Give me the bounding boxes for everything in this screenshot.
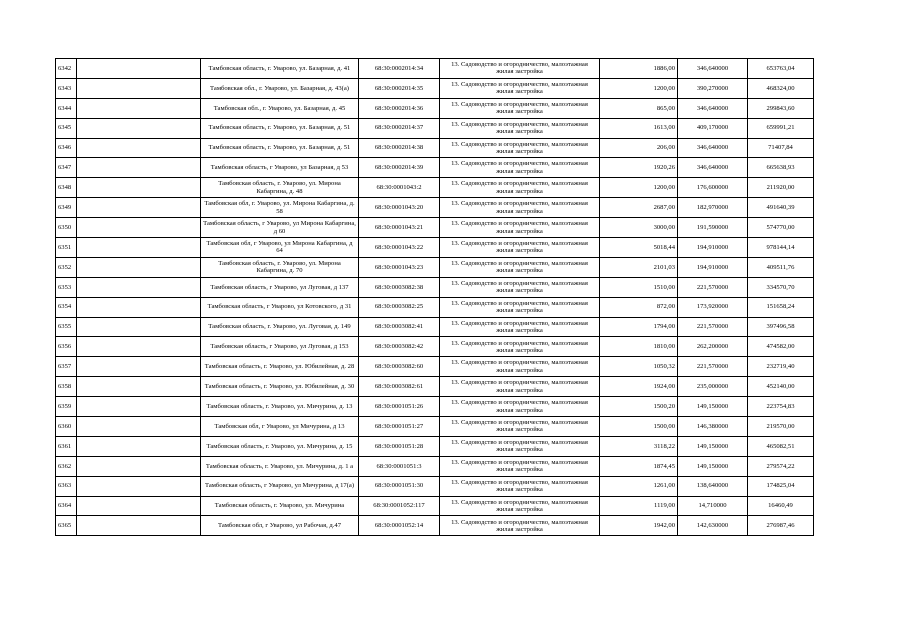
cadastral-number-cell: 68:30:0001051:30	[359, 476, 440, 496]
area-cell: 1200,00	[600, 178, 678, 198]
spacer-cell	[77, 59, 201, 79]
spacer-cell	[77, 317, 201, 337]
spacer-cell	[77, 297, 201, 317]
table-row	[56, 436, 814, 456]
cadastral-value-cell: 465082,51	[748, 436, 814, 456]
specific-value-cell: 176,600000	[678, 178, 748, 198]
cadastral-number-cell: 68:30:0001043:23	[359, 257, 440, 277]
area-cell: 1200,00	[600, 78, 678, 98]
area-cell: 1510,00	[600, 277, 678, 297]
row-number: 6357	[56, 357, 77, 377]
cadastral-number-cell: 68:30:0003082:42	[359, 337, 440, 357]
row-number: 6352	[56, 257, 77, 277]
table-row	[56, 277, 814, 297]
cadastral-number-cell: 68:30:0001051:26	[359, 397, 440, 417]
row-number: 6344	[56, 98, 77, 118]
land-use-cell: 13. Садоводство и огородничество, малоэтажная жилая застройка	[440, 397, 600, 417]
cadastral-number-cell: 68:30:0002014:38	[359, 138, 440, 158]
cadastral-value-cell: 491640,39	[748, 198, 814, 218]
row-number: 6346	[56, 138, 77, 158]
table-row	[56, 377, 814, 397]
table-row	[56, 317, 814, 337]
land-use-cell: 13. Садоводство и огородничество, малоэтажная жилая застройка	[440, 98, 600, 118]
row-number: 6363	[56, 476, 77, 496]
land-use-cell: 13. Садоводство и огородничество, малоэтажная жилая застройка	[440, 317, 600, 337]
area-cell: 872,00	[600, 297, 678, 317]
table-row	[56, 138, 814, 158]
specific-value-cell: 262,200000	[678, 337, 748, 357]
area-cell: 1886,00	[600, 59, 678, 79]
land-use-cell: 13. Садоводство и огородничество, малоэтажная жилая застройка	[440, 436, 600, 456]
address-cell: Тамбовская обл, г. Уварово, ул. Мирона Кабаргина, д. 58	[201, 198, 359, 218]
land-use-cell: 13. Садоводство и огородничество, малоэтажная жилая застройка	[440, 198, 600, 218]
area-cell: 206,00	[600, 138, 678, 158]
specific-value-cell: 346,640000	[678, 138, 748, 158]
cadastral-value-table	[55, 58, 814, 536]
row-number: 6359	[56, 397, 77, 417]
spacer-cell	[77, 516, 201, 536]
cadastral-value-cell: 232719,40	[748, 357, 814, 377]
row-number: 6356	[56, 337, 77, 357]
table-row	[56, 357, 814, 377]
address-cell: Тамбовская область, г Уварово, ул Котовского, д 31	[201, 297, 359, 317]
spacer-cell	[77, 138, 201, 158]
table-row	[56, 297, 814, 317]
cadastral-number-cell: 68:30:0003082:61	[359, 377, 440, 397]
area-cell: 1810,00	[600, 337, 678, 357]
area-cell: 1119,00	[600, 496, 678, 516]
specific-value-cell: 346,640000	[678, 158, 748, 178]
area-cell: 2101,03	[600, 257, 678, 277]
area-cell: 1500,20	[600, 397, 678, 417]
cadastral-number-cell: 68:30:0001043:2	[359, 178, 440, 198]
table-row	[56, 397, 814, 417]
specific-value-cell: 194,910000	[678, 238, 748, 258]
cadastral-value-cell: 574770,00	[748, 218, 814, 238]
spacer-cell	[77, 238, 201, 258]
specific-value-cell: 182,970000	[678, 198, 748, 218]
specific-value-cell: 346,640000	[678, 98, 748, 118]
table-row	[56, 456, 814, 476]
cadastral-value-cell: 16460,49	[748, 496, 814, 516]
area-cell: 1500,00	[600, 417, 678, 437]
row-number: 6350	[56, 218, 77, 238]
specific-value-cell: 390,270000	[678, 78, 748, 98]
specific-value-cell: 409,170000	[678, 118, 748, 138]
cadastral-number-cell: 68:30:0001052:117	[359, 496, 440, 516]
row-number: 6365	[56, 516, 77, 536]
address-cell: Тамбовская область, г. Уварово, ул. Мирона Кабаргина, д. 48	[201, 178, 359, 198]
cadastral-value-cell: 223754,83	[748, 397, 814, 417]
specific-value-cell: 221,570000	[678, 277, 748, 297]
area-cell: 2687,00	[600, 198, 678, 218]
table-row	[56, 78, 814, 98]
cadastral-number-cell: 68:30:0003082:25	[359, 297, 440, 317]
cadastral-value-cell: 71407,84	[748, 138, 814, 158]
table-row	[56, 417, 814, 437]
table-row	[56, 257, 814, 277]
address-cell: Тамбовская обл, г Уварово, ул Рабочая, д.47	[201, 516, 359, 536]
area-cell: 865,00	[600, 98, 678, 118]
specific-value-cell: 14,710000	[678, 496, 748, 516]
specific-value-cell: 149,150000	[678, 436, 748, 456]
cadastral-number-cell: 68:30:0002014:36	[359, 98, 440, 118]
area-cell: 1924,00	[600, 377, 678, 397]
cadastral-value-cell: 659991,21	[748, 118, 814, 138]
address-cell: Тамбовская область, г. Уварово, ул. Мичурина, д. 15	[201, 436, 359, 456]
cadastral-number-cell: 68:30:0003082:38	[359, 277, 440, 297]
row-number: 6345	[56, 118, 77, 138]
row-number: 6342	[56, 59, 77, 79]
cadastral-number-cell: 68:30:0002014:35	[359, 78, 440, 98]
cadastral-value-cell: 409511,76	[748, 257, 814, 277]
land-use-cell: 13. Садоводство и огородничество, малоэтажная жилая застройка	[440, 337, 600, 357]
spacer-cell	[77, 397, 201, 417]
address-cell: Тамбовская область, г. Уварово, ул. Юбилейная, д. 30	[201, 377, 359, 397]
address-cell: Тамбовская область, г. Уварово, ул. Базарная, д. 51	[201, 138, 359, 158]
land-use-cell: 13. Садоводство и огородничество, малоэтажная жилая застройка	[440, 218, 600, 238]
spacer-cell	[77, 257, 201, 277]
table-row	[56, 337, 814, 357]
row-number: 6349	[56, 198, 77, 218]
table-row	[56, 59, 814, 79]
specific-value-cell: 235,000000	[678, 377, 748, 397]
spacer-cell	[77, 118, 201, 138]
address-cell: Тамбовская область, г Уварово, ул Мирона Кабаргина, д 60	[201, 218, 359, 238]
address-cell: Тамбовская область, г Уварово, ул Базарная, д 53	[201, 158, 359, 178]
cadastral-number-cell: 68:30:0001051:28	[359, 436, 440, 456]
table-row	[56, 218, 814, 238]
cadastral-value-cell: 452140,00	[748, 377, 814, 397]
land-use-cell: 13. Садоводство и огородничество, малоэтажная жилая застройка	[440, 277, 600, 297]
cadastral-value-cell: 151658,24	[748, 297, 814, 317]
specific-value-cell: 173,920000	[678, 297, 748, 317]
area-cell: 1874,45	[600, 456, 678, 476]
cadastral-number-cell: 68:30:0001051:27	[359, 417, 440, 437]
area-cell: 1942,00	[600, 516, 678, 536]
spacer-cell	[77, 78, 201, 98]
address-cell: Тамбовская область, г. Уварово, ул. Базарная, д. 51	[201, 118, 359, 138]
spacer-cell	[77, 98, 201, 118]
specific-value-cell: 194,910000	[678, 257, 748, 277]
spacer-cell	[77, 337, 201, 357]
cadastral-value-cell: 174825,04	[748, 476, 814, 496]
specific-value-cell: 191,590000	[678, 218, 748, 238]
table-row	[56, 496, 814, 516]
land-use-cell: 13. Садоводство и огородничество, малоэтажная жилая застройка	[440, 138, 600, 158]
spacer-cell	[77, 436, 201, 456]
address-cell: Тамбовская обл, г Уварово, ул Мирона Кабаргина, д 64	[201, 238, 359, 258]
row-number: 6354	[56, 297, 77, 317]
spacer-cell	[77, 456, 201, 476]
cadastral-number-cell: 68:30:0002014:39	[359, 158, 440, 178]
address-cell: Тамбовская область, г. Уварово, ул. Мичурина, д. 1 а	[201, 456, 359, 476]
table-row	[56, 178, 814, 198]
land-use-cell: 13. Садоводство и огородничество, малоэтажная жилая застройка	[440, 476, 600, 496]
row-number: 6351	[56, 238, 77, 258]
area-cell: 3118,22	[600, 436, 678, 456]
cadastral-value-cell: 978144,14	[748, 238, 814, 258]
area-cell: 5018,44	[600, 238, 678, 258]
land-use-cell: 13. Садоводство и огородничество, малоэтажная жилая застройка	[440, 257, 600, 277]
address-cell: Тамбовская область, г Уварово, ул Луговая, д 153	[201, 337, 359, 357]
spacer-cell	[77, 277, 201, 297]
land-use-cell: 13. Садоводство и огородничество, малоэтажная жилая застройка	[440, 118, 600, 138]
specific-value-cell: 149,150000	[678, 397, 748, 417]
spacer-cell	[77, 496, 201, 516]
specific-value-cell: 138,640000	[678, 476, 748, 496]
spacer-cell	[77, 218, 201, 238]
address-cell: Тамбовская область, г Уварово, ул Мичурина, д 17(а)	[201, 476, 359, 496]
address-cell: Тамбовская область, г Уварово, ул Луговая, д 137	[201, 277, 359, 297]
table-row	[56, 98, 814, 118]
table-row	[56, 158, 814, 178]
table-row	[56, 516, 814, 536]
cadastral-value-cell: 219570,00	[748, 417, 814, 437]
row-number: 6360	[56, 417, 77, 437]
land-use-cell: 13. Садоводство и огородничество, малоэтажная жилая застройка	[440, 78, 600, 98]
cadastral-number-cell: 68:30:0002014:37	[359, 118, 440, 138]
spacer-cell	[77, 476, 201, 496]
table-row	[56, 238, 814, 258]
row-number: 6347	[56, 158, 77, 178]
cadastral-value-cell: 397496,58	[748, 317, 814, 337]
table-row	[56, 198, 814, 218]
address-cell: Тамбовская область, г. Уварово, ул. Мирона Кабаргина, д. 70	[201, 257, 359, 277]
land-use-cell: 13. Садоводство и огородничество, малоэтажная жилая застройка	[440, 456, 600, 476]
address-cell: Тамбовская область, г. Уварово, ул. Мичурина	[201, 496, 359, 516]
row-number: 6348	[56, 178, 77, 198]
cadastral-number-cell: 68:30:0003082:60	[359, 357, 440, 377]
cadastral-value-cell: 279574,22	[748, 456, 814, 476]
cadastral-value-cell: 334570,70	[748, 277, 814, 297]
cadastral-value-cell: 468324,00	[748, 78, 814, 98]
cadastral-value-cell: 665638,93	[748, 158, 814, 178]
spacer-cell	[77, 178, 201, 198]
address-cell: Тамбовская область, г. Уварово, ул. Мичурина, д. 13	[201, 397, 359, 417]
address-cell: Тамбовская обл., г. Уварово, ул. Базарная, д. 43(а)	[201, 78, 359, 98]
cadastral-number-cell: 68:30:0001043:22	[359, 238, 440, 258]
land-use-cell: 13. Садоводство и огородничество, малоэтажная жилая застройка	[440, 377, 600, 397]
area-cell: 1261,00	[600, 476, 678, 496]
specific-value-cell: 346,640000	[678, 59, 748, 79]
land-use-cell: 13. Садоводство и огородничество, малоэтажная жилая застройка	[440, 496, 600, 516]
cadastral-number-cell: 68:30:0003082:41	[359, 317, 440, 337]
land-use-cell: 13. Садоводство и огородничество, малоэтажная жилая застройка	[440, 158, 600, 178]
area-cell: 1794,00	[600, 317, 678, 337]
land-use-cell: 13. Садоводство и огородничество, малоэтажная жилая застройка	[440, 59, 600, 79]
row-number: 6361	[56, 436, 77, 456]
row-number: 6358	[56, 377, 77, 397]
address-cell: Тамбовская область, г. Уварово, ул. Юбилейная, д. 28	[201, 357, 359, 377]
cadastral-number-cell: 68:30:0001043:20	[359, 198, 440, 218]
cadastral-number-cell: 68:30:0001043:21	[359, 218, 440, 238]
cadastral-number-cell: 68:30:0001051:3	[359, 456, 440, 476]
cadastral-value-cell: 653763,04	[748, 59, 814, 79]
land-use-cell: 13. Садоводство и огородничество, малоэтажная жилая застройка	[440, 238, 600, 258]
specific-value-cell: 149,150000	[678, 456, 748, 476]
address-cell: Тамбовская область, г. Уварово, ул. Базарная, д. 41	[201, 59, 359, 79]
cadastral-value-cell: 299843,60	[748, 98, 814, 118]
spacer-cell	[77, 417, 201, 437]
spacer-cell	[77, 357, 201, 377]
cadastral-value-cell: 211920,00	[748, 178, 814, 198]
area-cell: 3000,00	[600, 218, 678, 238]
area-cell: 1613,00	[600, 118, 678, 138]
land-use-cell: 13. Садоводство и огородничество, малоэтажная жилая застройка	[440, 357, 600, 377]
cadastral-number-cell: 68:30:0001052:14	[359, 516, 440, 536]
row-number: 6364	[56, 496, 77, 516]
specific-value-cell: 221,570000	[678, 357, 748, 377]
specific-value-cell: 221,570000	[678, 317, 748, 337]
cadastral-value-cell: 276987,46	[748, 516, 814, 536]
area-cell: 1920,26	[600, 158, 678, 178]
land-use-cell: 13. Садоводство и огородничество, малоэтажная жилая застройка	[440, 297, 600, 317]
cadastral-value-cell: 474582,00	[748, 337, 814, 357]
spacer-cell	[77, 377, 201, 397]
area-cell: 1050,32	[600, 357, 678, 377]
specific-value-cell: 146,380000	[678, 417, 748, 437]
spacer-cell	[77, 198, 201, 218]
table-row	[56, 118, 814, 138]
land-use-cell: 13. Садоводство и огородничество, малоэтажная жилая застройка	[440, 178, 600, 198]
cadastral-number-cell: 68:30:0002014:34	[359, 59, 440, 79]
row-number: 6362	[56, 456, 77, 476]
address-cell: Тамбовская область, г. Уварово, ул. Луговая, д. 149	[201, 317, 359, 337]
specific-value-cell: 142,630000	[678, 516, 748, 536]
row-number: 6353	[56, 277, 77, 297]
land-use-cell: 13. Садоводство и огородничество, малоэтажная жилая застройка	[440, 417, 600, 437]
address-cell: Тамбовская обл., г. Уварово, ул. Базарная, д. 45	[201, 98, 359, 118]
row-number: 6343	[56, 78, 77, 98]
row-number: 6355	[56, 317, 77, 337]
address-cell: Тамбовская обл, г Уварово, ул Мичурина, д 13	[201, 417, 359, 437]
spacer-cell	[77, 158, 201, 178]
table-row	[56, 476, 814, 496]
land-use-cell: 13. Садоводство и огородничество, малоэтажная жилая застройка	[440, 516, 600, 536]
